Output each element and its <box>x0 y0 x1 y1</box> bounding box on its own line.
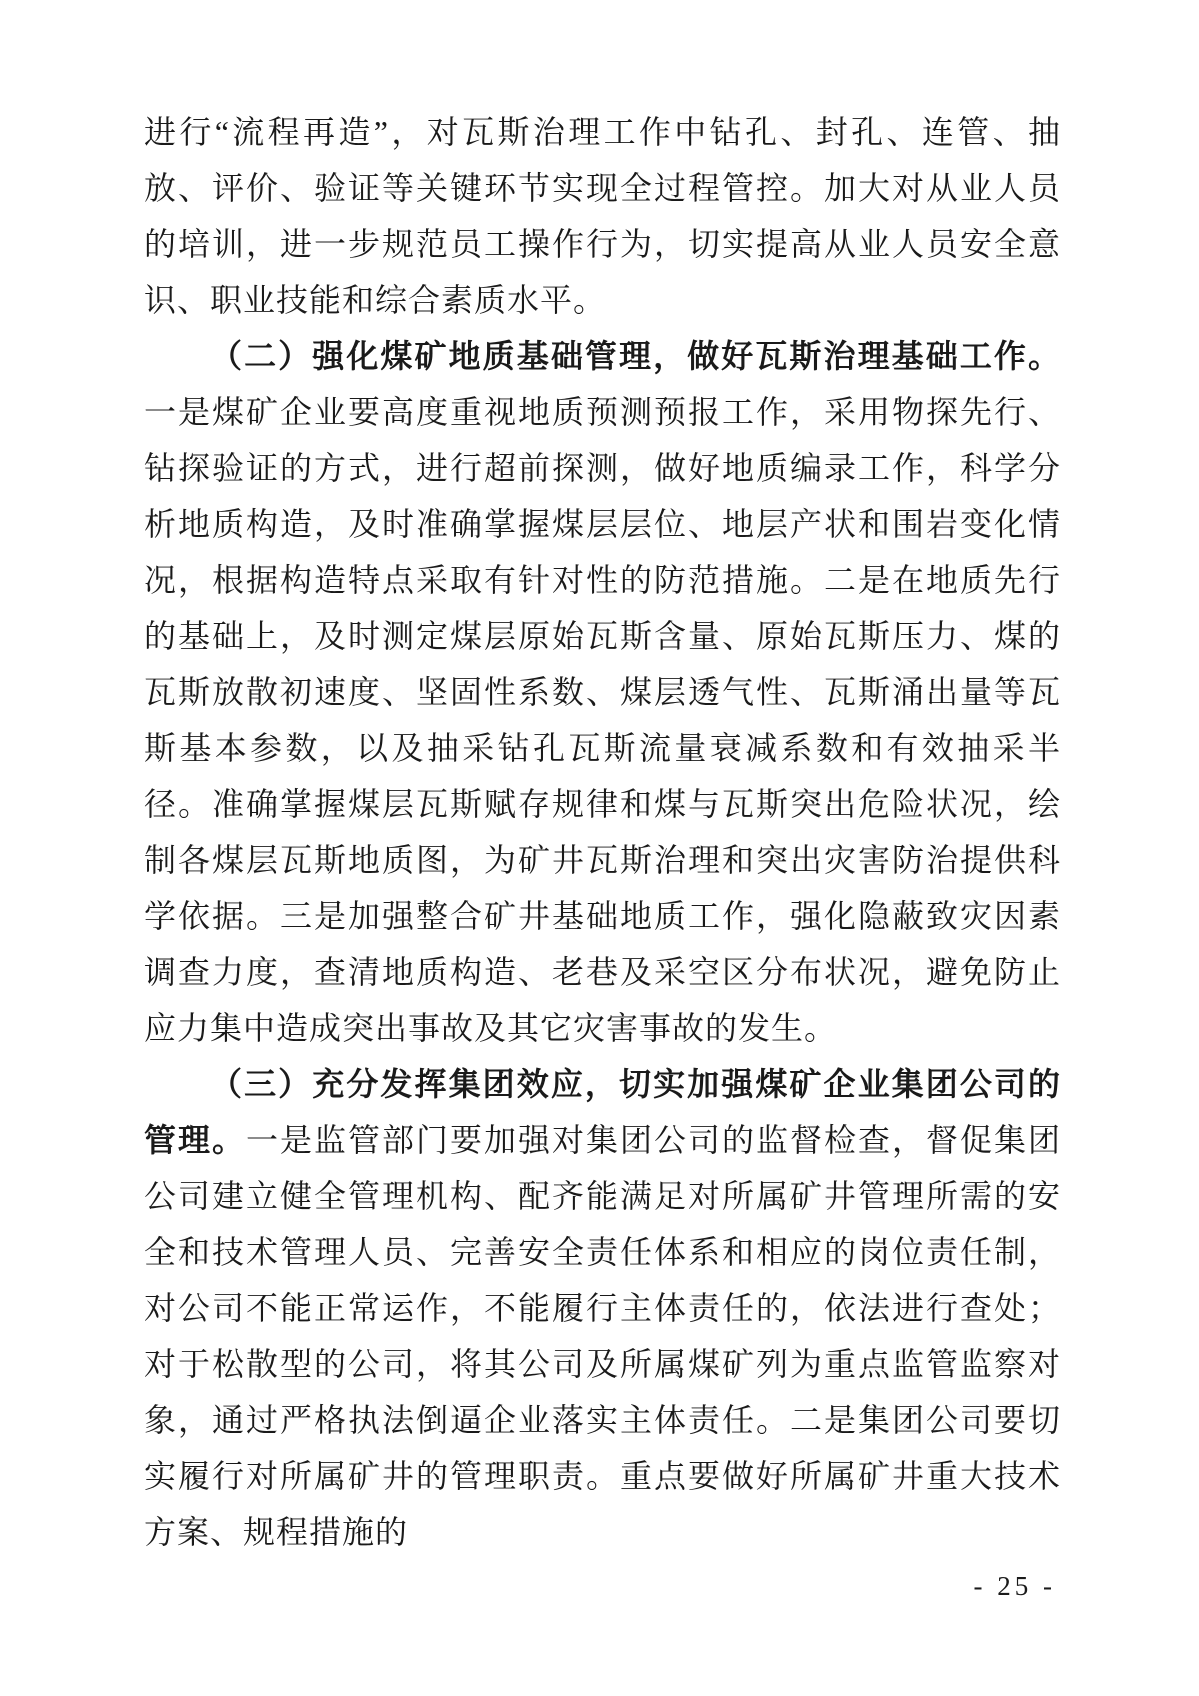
paragraph-continuation-text: 进行“流程再造”，对瓦斯治理工作中钻孔、封孔、连管、抽放、评价、验证等关键环节实现全过程管控。加大对从业人员的培训，进一步规范员工操作行为，切实提高从业人员安全意识、职业技能和综合素质水平。 <box>144 114 1061 318</box>
document-text-block <box>144 104 1061 1560</box>
section-3-heading: （三）充分发挥集团效应，切实加强煤矿企业集团公司的管理。 <box>144 1066 1061 1158</box>
paragraph-section-3 <box>144 1056 1061 1560</box>
section-2-body-text: 一是煤矿企业要高度重视地质预测预报工作，采用物探先行、钻探验证的方式，进行超前探测，做好地质编录工作，科学分析地质构造，及时准确掌握煤层层位、地层产状和围岩变化情况，根据构造特点采取有针对性的防范措施。二是在地质先行的基础上，及时测定煤层原始瓦斯含量、原始瓦斯压力、煤的瓦斯放散初速度、坚固性系数、煤层透气性、瓦斯涌出量等瓦斯基本参数，以及抽采钻孔瓦斯流量衰减系数和有效抽采半径。准确掌握煤层瓦斯赋存规律和煤与瓦斯突出危险状况，绘制各煤层瓦斯地质图，为矿井瓦斯治理和突出灾害防治提供科学依据。三是加强整合矿井基础地质工作，强化隐蔽致灾因素调查力度，查清地质构造、老巷及采空区分布状况，避免防止应力集中造成突出事故及其它灾害事故的发生。 <box>144 394 1061 1046</box>
paragraph-continuation <box>144 104 1061 328</box>
section-3-body-text: 一是监管部门要加强对集团公司的监督检查，督促集团公司建立健全管理机构、配齐能满足对所属矿井管理所需的安全和技术管理人员、完善安全责任体系和相应的岗位责任制，对公司不能正常运作，不能履行主体责任的，依法进行查处；对于松散型的公司，将其公司及所属煤矿列为重点监管监察对象，通过严格执法倒逼企业落实主体责任。二是集团公司要切实履行对所属矿井的管理职责。重点要做好所属矿井重大技术方案、规程措施的 <box>144 1122 1061 1550</box>
paragraph-section-2 <box>144 328 1061 1056</box>
section-2-heading: （二）强化煤矿地质基础管理，做好瓦斯治理基础工作。 <box>210 338 1061 374</box>
page-number: - 25 - <box>973 1571 1056 1601</box>
